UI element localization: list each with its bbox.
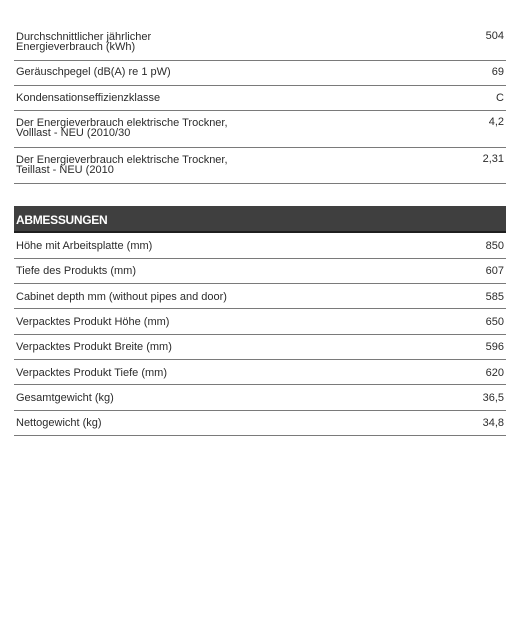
spec-label: Durchschnittlicher jährlicher Energieverbrauch (kWh) <box>16 31 152 53</box>
spec-label: Verpacktes Produkt Breite (mm) <box>16 341 172 353</box>
section-header-abmessungen <box>14 206 506 233</box>
table-row <box>14 335 506 360</box>
table-row <box>14 259 506 284</box>
spec-value: 850 <box>485 240 504 252</box>
table-row <box>14 86 506 111</box>
spec-value: 504 <box>485 30 504 42</box>
spec-value: 596 <box>485 341 504 353</box>
table-row <box>14 31 506 61</box>
spec-value: 650 <box>485 316 504 328</box>
spec-label: Gesamtgewicht (kg) <box>16 392 114 404</box>
spec-value: 34,8 <box>482 417 504 429</box>
spec-label: Verpacktes Produkt Höhe (mm) <box>16 316 170 328</box>
spec-value: 4,2 <box>488 116 504 128</box>
spec-label: Verpacktes Produkt Tiefe (mm) <box>16 367 167 379</box>
spec-value: 607 <box>485 265 504 277</box>
table-row <box>14 385 506 411</box>
section-title: ABMESSUNGEN <box>16 213 108 227</box>
spec-value: 585 <box>485 291 504 303</box>
spec-label: Tiefe des Produkts (mm) <box>16 265 137 277</box>
spec-label: Geräuschpegel (dB(A) re 1 pW) <box>16 66 171 78</box>
spec-value: 69 <box>491 66 504 78</box>
spec-label: Kondensationseffizienzklasse <box>16 92 161 104</box>
spec-value: 36,5 <box>482 392 504 404</box>
spec-value: 620 <box>485 367 504 379</box>
table-row <box>14 309 506 335</box>
spec-label: Nettogewicht (kg) <box>16 417 102 429</box>
table-row <box>14 411 506 436</box>
table-row <box>14 284 506 309</box>
table-row <box>14 148 506 184</box>
spec-label: Höhe mit Arbeitsplatte (mm) <box>16 240 153 252</box>
spec-label: Der Energieverbrauch elektrische Trockner, Teillast - NEU (2010 <box>16 154 228 176</box>
table-row <box>14 111 506 148</box>
table-row <box>14 360 506 385</box>
spec-label: Cabinet depth mm (without pipes and door) <box>16 291 227 303</box>
spec-label: Der Energieverbrauch elektrische Trockner, Volllast - NEU (2010/30 <box>16 117 228 139</box>
table-row <box>14 61 506 86</box>
table-row <box>14 233 506 259</box>
spec-value: 2,31 <box>482 153 504 165</box>
spec-value: C <box>496 92 504 104</box>
